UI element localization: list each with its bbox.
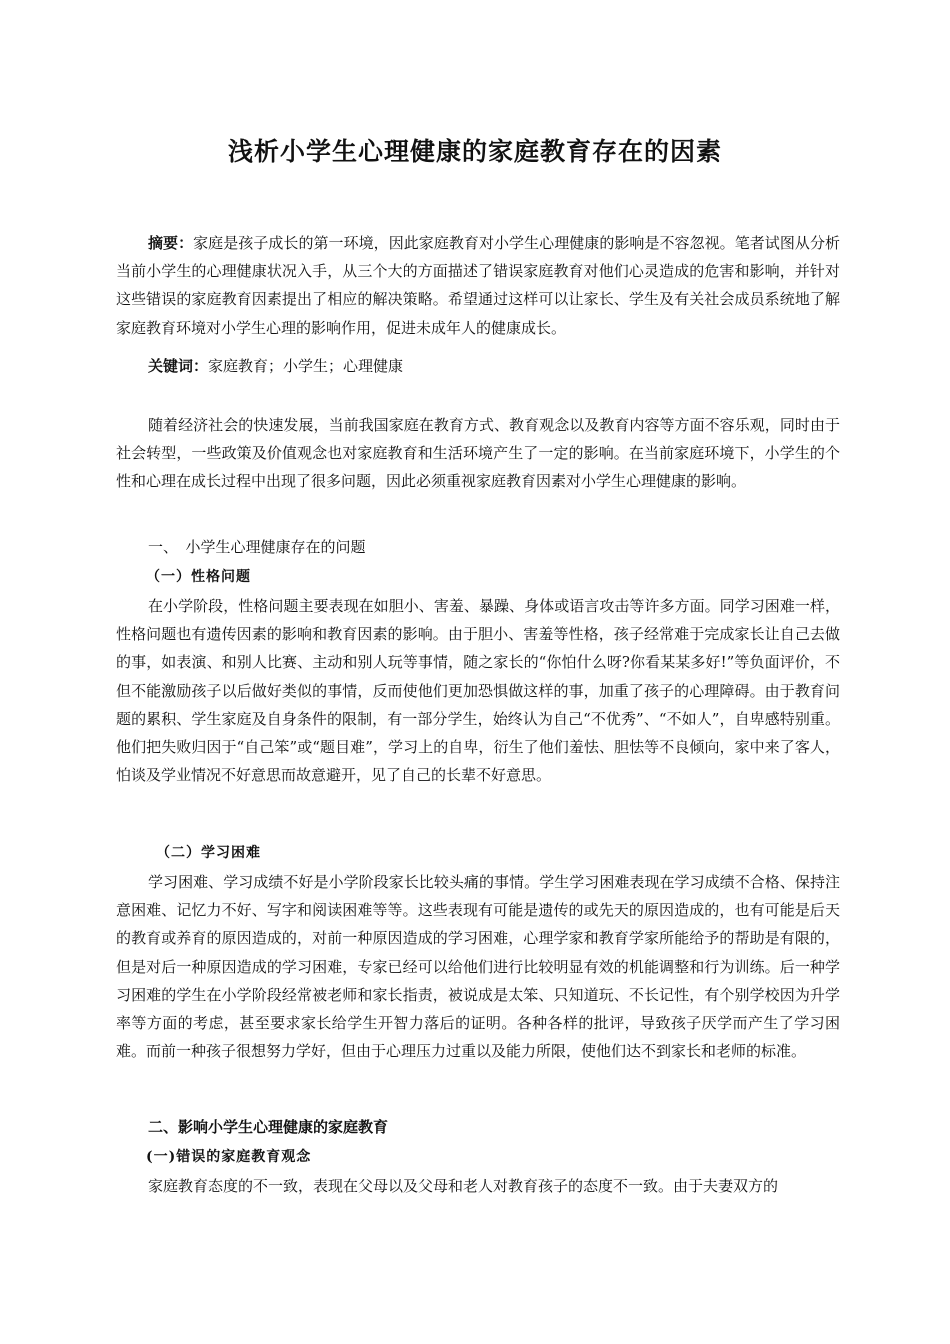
document-title: 浅析小学生心理健康的家庭教育存在的因素 <box>227 137 722 166</box>
keywords-text: 家庭教育；小学生；心理健康 <box>208 357 404 375</box>
keywords-line <box>116 352 840 380</box>
section-2-1-heading: (一)错误的家庭教育观念 <box>146 1149 312 1165</box>
section-1-heading: 一、 小学生心理健康存在的问题 <box>148 538 366 556</box>
section-1-2-heading: （二）学习困难 <box>156 845 261 861</box>
section-2-heading: 二、影响小学生心理健康的家庭教育 <box>148 1118 389 1136</box>
abstract-paragraph <box>116 229 840 342</box>
section-2-1-paragraph: 家庭教育态度的不一致，表现在父母以及父母和老人对教育孩子的态度不一致。由于夫妻双方的 <box>148 1177 779 1195</box>
keywords-label: 关键词： <box>148 357 209 375</box>
abstract-text: 家庭是孩子成长的第一环境，因此家庭教育对小学生心理健康的影响是不容忽视。笔者试图从分析当前小学生的心理健康状况入手，从三个大的方面描述了错误家庭教育对他们心灵造成的危害和影响，并针对这些错误的家庭教育因素提出了相应的解决策略。希望通过这样可以让家长、学生及有关社会成员系统地了解家庭教育环境对小学生心理的影响作用，促进未成年人的健康成长。 <box>116 234 840 337</box>
abstract-label: 摘要： <box>148 234 194 252</box>
section-1-2-paragraph: 学习困难、学习成绩不好是小学阶段家长比较头痛的事情。学生学习困难表现在学习成绩不合格、保持注意困难、记忆力不好、写字和阅读困难等等。这些表现有可能是遗传的或先天的原因造成的，也有可能是后天的教育或养育的原因造成的，对前一种原因造成的学习困难，心理学家和教育学家所能给予的帮助是有限的，但是对后一种原因造成的学习困难，专家已经可以给他们进行比较明显有效的机能调整和行为训练。后一种学习困难的学生在小学阶段经常被老师和家长指责，被说成是太笨、只知道玩、不长记性，有个别学校因为升学率等方面的考虑，甚至要求家长给学生开智力落后的证明。各种各样的批评，导致孩子厌学而产生了学习困难。而前一种孩子很想努力学好，但由于心理压力过重以及能力所限，使他们达不到家长和老师的标准。 <box>116 873 840 1061</box>
section-1-1-heading: （一）性格问题 <box>146 569 251 585</box>
intro-paragraph: 随着经济社会的快速发展，当前我国家庭在教育方式、教育观念以及教育内容等方面不容乐观，同时由于社会转型，一些政策及价值观念也对家庭教育和生活环境产生了一定的影响。在当前家庭环境下，小学生的个性和心理在成长过程中出现了很多问题，因此必须重视家庭教育因素对小学生心理健康的影响。 <box>116 416 840 491</box>
section-1-1-paragraph: 在小学阶段，性格问题主要表现在如胆小、害羞、暴躁、身体或语言攻击等许多方面。同学习困难一样，性格问题也有遗传因素的影响和教育因素的影响。由于胆小、害羞等性格，孩子经常难于完成家长让自己去做的事，如表演、和别人比赛、主动和别人玩等事情，随之家长的“你怕什么呀?你看某某多好!”等负面评价，不但不能激励孩子以后做好类似的事情，反而使他们更加恐惧做这样的事，加重了孩子的心理障碍。由于教育问题的累积、学生家庭及自身条件的限制，有一部分学生，始终认为自己“不优秀”、“不如人”，自卑感特别重。他们把失败归因于“自己笨”或“题目难”，学习上的自卑，衍生了他们羞怯、胆怯等不良倾向，家中来了客人，怕谈及学业情况不好意思而故意避开，见了自己的长辈不好意思。 <box>116 597 840 785</box>
